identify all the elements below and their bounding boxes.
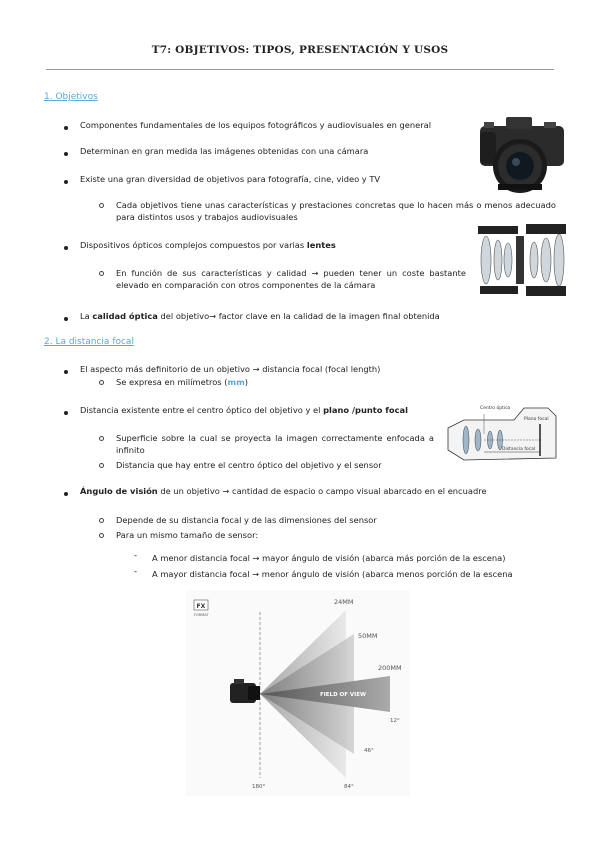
sub-bullet <box>99 533 104 538</box>
list-item: Superficie sobre la cual se proyecta la imagen correctamente enfocada a infinito <box>116 433 434 455</box>
list-item: Distancia existente entre el centro óptico del objetivo y el plano /punto focal <box>80 405 408 415</box>
bullet <box>64 180 68 184</box>
list-item: Componentes fundamentales de los equipos fotográficos y audiovisuales en general <box>80 120 431 130</box>
label-50mm: 50MM <box>358 632 378 640</box>
label-84deg: 84° <box>344 784 354 790</box>
list-item: Dispositivos ópticos complejos compuestos por varias lentes <box>80 240 336 250</box>
label-field-of-view: FIELD OF VIEW <box>320 692 367 698</box>
sub-bullet <box>99 436 104 441</box>
list-item: Distancia que hay entre el centro óptico del objetivo y el sensor <box>116 460 382 470</box>
list-item: Determinan en gran medida las imágenes obtenidas con una cámara <box>80 146 369 156</box>
list-item: Para un mismo tamaño de sensor: <box>116 530 259 540</box>
bullet <box>64 246 68 250</box>
diagram-label-centro: Centro óptico <box>480 406 511 411</box>
list-item: Cada objetivos tiene unas características y prestaciones concretas que lo hacen más o menos adecuado para distintos usos y trabajos audiovisuales <box>116 200 556 222</box>
sub-bullet <box>99 380 104 385</box>
bullet <box>64 411 68 415</box>
sub-bullet <box>99 463 104 468</box>
diagram-label-plano: Plano focal <box>524 417 549 422</box>
label-200mm: 200MM <box>378 664 402 672</box>
sub-bullet <box>99 518 104 523</box>
list-item: Ángulo de visión de un objetivo → cantidad de espacio o campo visual abarcado en el encuadre <box>80 486 487 496</box>
sub-bullet <box>99 271 104 276</box>
list-item: Depende de su distancia focal y de las dimensiones del sensor <box>116 515 377 525</box>
diagram-label-distancia: Distancia focal <box>502 447 536 452</box>
dash-bullet: - <box>134 567 138 577</box>
list-item: En función de sus características y calidad → pueden tener un coste bastante elevado en comparación con otros componentes de la cámara <box>116 268 466 290</box>
field-of-view-diagram <box>186 590 410 796</box>
list-item: Existe una gran diversidad de objetivos para fotografía, cine, video y TV <box>80 174 381 184</box>
list-item: El aspecto más definitorio de un objetivo → distancia focal (focal length) <box>80 364 381 374</box>
section-heading-distancia-focal[interactable]: 2. La distancia focal <box>44 337 134 347</box>
page-title: T7: OBJETIVOS: TIPOS, PRESENTACIÓN Y USOS <box>151 44 449 56</box>
label-24mm: 24MM <box>334 598 354 606</box>
camera-image <box>476 114 568 196</box>
list-item: A mayor distancia focal → menor ángulo de visión (abarca menos porción de la escena <box>152 569 513 579</box>
label-12deg: 12° <box>390 718 400 724</box>
lens-cutaway-image <box>474 222 570 298</box>
sub-bullet <box>99 203 104 208</box>
section-heading-objetivos[interactable]: 1. Objetivos <box>44 92 98 102</box>
format-badge: FX <box>196 603 206 610</box>
label-46deg: 46° <box>364 748 374 754</box>
bullet <box>64 152 68 156</box>
bullet <box>64 492 68 496</box>
focal-length-diagram <box>444 398 562 468</box>
label-180deg: 180° <box>252 784 266 790</box>
format-badge-sub: FORMAT <box>194 613 209 617</box>
bullet <box>64 126 68 130</box>
dash-bullet: - <box>134 551 138 561</box>
list-item: A menor distancia focal → mayor ángulo de visión (abarca más porción de la escena) <box>152 553 506 563</box>
bullet <box>64 317 68 321</box>
list-item: Se expresa en milímetros (mm) <box>116 377 249 387</box>
title-divider <box>46 69 554 70</box>
list-item: La calidad óptica del objetivo→ factor clave en la calidad de la imagen final obtenida <box>80 311 440 321</box>
bullet <box>64 370 68 374</box>
